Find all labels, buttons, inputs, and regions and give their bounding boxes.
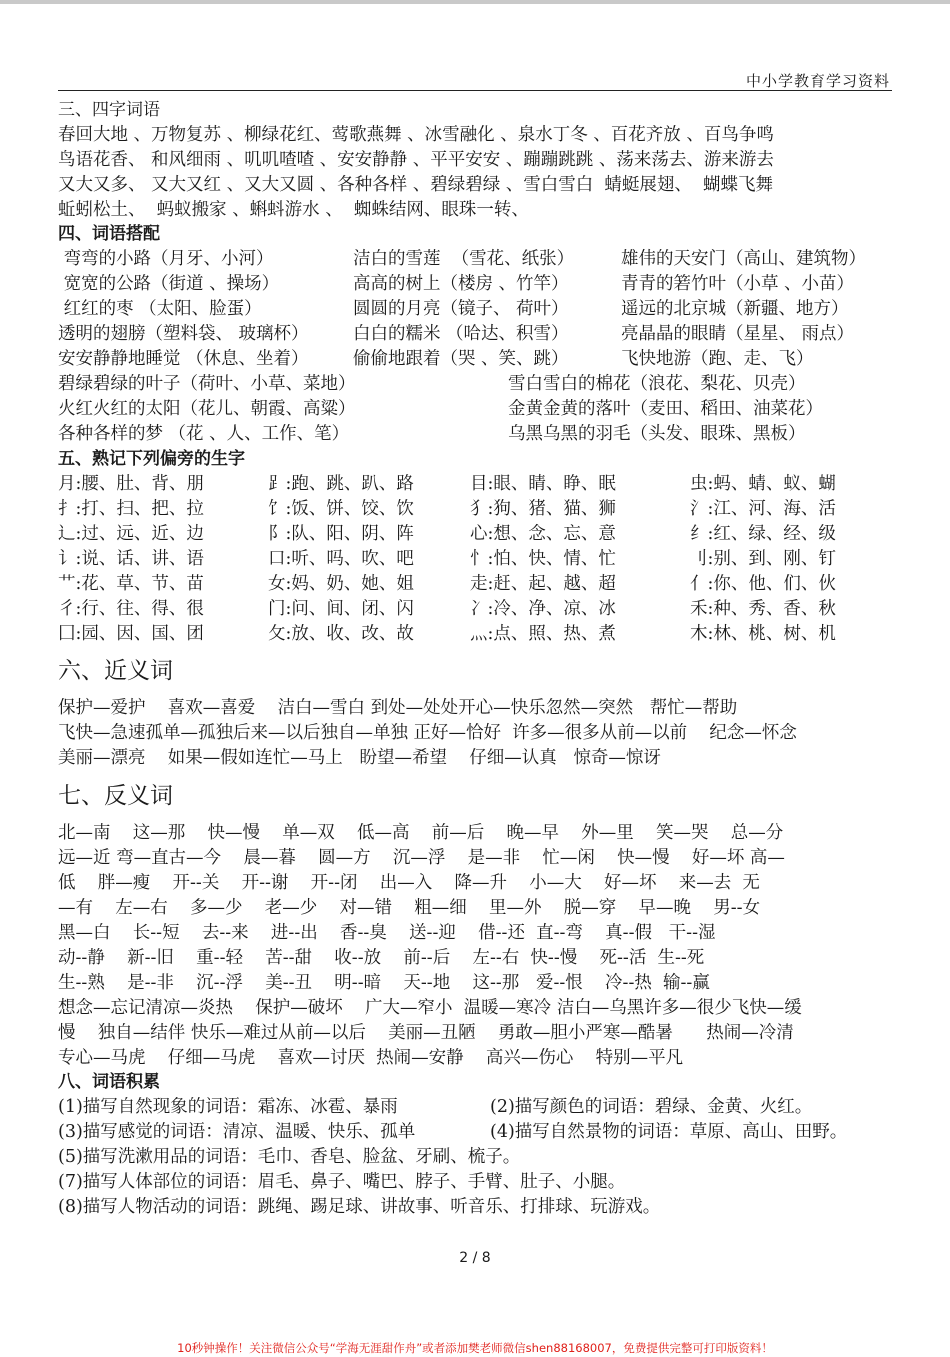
sec7-line-8: 想念—忘记清凉—炎热 保护—破坏 广大—窄小 温暖—寒冷 洁白—乌黑许多—很少飞快—缓 [58,998,802,1018]
pairing-r3-c3: 遥远的北京城（新疆、地方） [621,299,849,319]
section-5-title: 五、熟记下列偏旁的生字 [58,449,245,469]
radical-r3-c3: 心:想、念、忘、意 [470,524,616,544]
sec6-line-2: 飞快—急速孤单—孤独后来—以后独自—单独 正好—恰好 许多—很多从前—以前 纪念—怀念 [58,723,797,743]
radical-r1-c1: 月:腰、肚、背、朋 [58,474,204,494]
pairing-r8-c2: 乌黑乌黑的羽毛（头发、眼珠、黑板） [508,424,806,444]
sec3-line-1: 春回大地 、万物复苏 、柳绿花红、莺歌燕舞 、冰雪融化 、泉水丁冬 、百花齐放 、百鸟争鸣 [58,125,774,145]
page-number: 2 / 8 [459,1250,491,1266]
section-6-title: 六、近义词 [58,658,173,684]
sec7-line-2: 远—近 弯—直古—今 晨—暮 圆—方 沉—浮 是—非 忙—闲 快—慢 好—坏 高— [58,848,785,868]
pairing-r4-c1: 透明的翅膀（塑料袋、 玻璃杯） [58,324,309,344]
radical-r6-c2: 门:问、间、闭、闪 [268,599,414,619]
footer-promo-text: 10秒钟操作！关注微信公众号“学海无涯甜作舟”或者添加樊老师微信shen88168007，免费提供完整可打印版资料！ [177,1341,773,1355]
sec3-line-4: 蚯蚓松土、 蚂蚁搬家 、蝌蚪游水 、 蜘蛛结网、眼珠一转、 [58,200,529,220]
pairing-r6-c1: 碧绿碧绿的叶子（荷叶、小草、菜地） [58,374,356,394]
pairing-r7-c1: 火红火红的太阳（花儿、朝霞、高粱） [58,399,356,419]
pairing-r5-c3: 飞快地游（跑、走、飞） [621,349,814,369]
header-text: 中小学教育学习资料 [745,72,890,90]
sec3-line-3: 又大又多、 又大又红 、又大又圆 、各种各样 、碧绿碧绿 、雪白雪白 蜻蜓展翅、 蝴蝶飞舞 [58,175,774,195]
radical-r1-c4: 虫:蚂、蜻、蚁、蝴 [690,474,836,494]
section-8-title: 八、词语积累 [58,1072,160,1092]
pairing-r3-c2: 圆圆的月亮（镜子、 荷叶） [353,299,569,319]
pairing-r5-c1: 安安静静地睡觉 （休息、坐着） [58,349,309,369]
sec7-line-5: 黑—白 长--短 去--来 进--出 香--臭 送--迎 借--还 直--弯 真--假 干--湿 [58,923,716,943]
radical-r7-c3: 灬:点、照、热、煮 [470,624,616,644]
sec6-line-1: 保护—爱护 喜欢—喜爱 洁白—雪白 到处—处处开心—快乐忽然—突然 帮忙—帮助 [58,698,738,718]
pairing-r1-c3: 雄伟的天安门（高山、建筑物） [621,249,866,269]
pairing-r3-c1: 红红的枣 （太阳、脸蛋） [58,299,262,319]
sec7-line-10: 专心—马虎 仔细—马虎 喜欢—讨厌 热闹—安静 高兴—伤心 特别—平凡 [58,1048,684,1068]
pairing-r8-c1: 各种各样的梦 （花 、人、工作、笔） [58,424,350,444]
radical-r5-c2: 女:妈、奶、她、姐 [268,574,414,594]
section-7-title: 七、反义词 [58,783,173,809]
pairing-r2-c3: 青青的箬竹叶（小草 、小苗） [621,274,855,294]
radical-r2-c1: 扌:打、扫、把、拉 [58,499,204,519]
pairing-r7-c2: 金黄金黄的落叶（麦田、稻田、油菜花） [508,399,823,419]
radical-r6-c4: 禾:种、秀、香、秋 [690,599,836,619]
accum-4: (4)描写自然景物的词语：草原、高山、田野。 [490,1122,848,1142]
pairing-r4-c2: 白白的糯米 （哈达、积雪） [353,324,569,344]
section-4-title: 四、词语搭配 [58,224,160,244]
radical-r3-c4: 纟:红、绿、经、级 [690,524,836,544]
radical-r4-c1: 讠:说、话、讲、语 [58,549,204,569]
radical-r2-c4: 氵:江、河、海、活 [690,499,836,519]
radical-r2-c2: 饣:饭、饼、饺、饮 [268,499,414,519]
sec7-line-1: 北—南 这—那 快—慢 单—双 低—高 前—后 晚—早 外—里 笑—哭 总—分 [58,823,784,843]
accum-8: (8)描写人物活动的词语：跳绳、踢足球、讲故事、听音乐、打排球、玩游戏。 [58,1197,661,1217]
radical-r1-c2: ⻊:跑、跳、趴、路 [268,474,414,494]
radical-r7-c4: 木:林、桃、树、机 [690,624,836,644]
accum-2: (2)描写颜色的词语：碧绿、金黄、火红。 [490,1097,813,1117]
radical-r6-c1: 彳:行、往、得、很 [58,599,204,619]
pairing-r5-c2: 偷偷地跟着（哭 、笑、跳） [353,349,569,369]
radical-r2-c3: 犭:狗、猪、猫、狮 [470,499,616,519]
pairing-r2-c2: 高高的树上（楼房 、竹竿） [353,274,569,294]
top-edge-bar [0,0,950,4]
radical-r7-c2: 攵:放、收、改、故 [268,624,414,644]
accum-1: (1)描写自然现象的词语：霜冻、冰雹、暴雨 [58,1097,398,1117]
radical-r3-c1: 辶:过、远、近、边 [58,524,204,544]
page-header [58,70,892,91]
accum-7: (7)描写人体部位的词语：眉毛、鼻子、嘴巴、脖子、手臂、肚子、小腿。 [58,1172,626,1192]
section-3-title: 三、四字词语 [58,100,160,120]
radical-r3-c2: 阝:队、阳、阴、阵 [268,524,414,544]
radical-r4-c4: 刂:别、到、刚、钉 [690,549,836,569]
accum-3: (3)描写感觉的词语：清凉、温暖、快乐、孤单 [58,1122,416,1142]
radical-r5-c3: 走:赶、起、越、超 [470,574,616,594]
pairing-r1-c1: 弯弯的小路（月牙、小河） [58,249,274,269]
accum-5: (5)描写洗漱用品的词语：毛巾、香皂、脸盆、牙刷、梳子。 [58,1147,521,1167]
radical-r4-c2: 口:听、吗、吹、吧 [268,549,414,569]
sec7-line-4: —有 左—右 多—少 老—少 对—错 粗—细 里—外 脱—穿 早—晚 男--女 [58,898,761,918]
radical-r6-c3: 冫:冷、净、凉、冰 [470,599,616,619]
pairing-r2-c1: 宽宽的公路（街道 、操场） [58,274,280,294]
pairing-r4-c3: 亮晶晶的眼睛（星星、 雨点） [621,324,855,344]
radical-r4-c3: 忄:怕、快、情、忙 [470,549,616,569]
sec6-line-3: 美丽—漂亮 如果—假如连忙—马上 盼望—希望 仔细—认真 惊奇—惊讶 [58,748,661,768]
sec7-line-9: 慢 独自—结伴 快乐—难过从前—以后 美丽—丑陋 勇敢—胆小严寒—酷暑 热闹—冷清 [58,1023,794,1043]
sec7-line-3: 低 胖—瘦 开--关 开--谢 开--闭 出—入 降—升 小—大 好—坏 来—去 无 [58,873,760,893]
radical-r5-c1: 艹:花、草、节、苗 [58,574,204,594]
sec3-line-2: 鸟语花香、 和风细雨 、叽叽喳喳 、安安静静 、平平安安 、蹦蹦跳跳 、荡来荡去、游来游去 [58,150,774,170]
radical-r5-c4: 亻:你、他、们、伙 [690,574,836,594]
sec7-line-6: 动--静 新--旧 重--轻 苦--甜 收--放 前--后 左--右 快--慢 死--活 生--死 [58,948,705,968]
pairing-r1-c2: 洁白的雪莲 （雪花、纸张） [353,249,575,269]
radical-r1-c3: 目:眼、睛、睁、眠 [470,474,616,494]
pairing-r6-c2: 雪白雪白的棉花（浪花、梨花、贝壳） [508,374,806,394]
sec7-line-7: 生--熟 是--非 沉--浮 美--丑 明--暗 天--地 这--那 爱--恨 冷--热 输--赢 [58,973,710,993]
radical-r7-c1: 囗:园、因、国、团 [58,624,204,644]
